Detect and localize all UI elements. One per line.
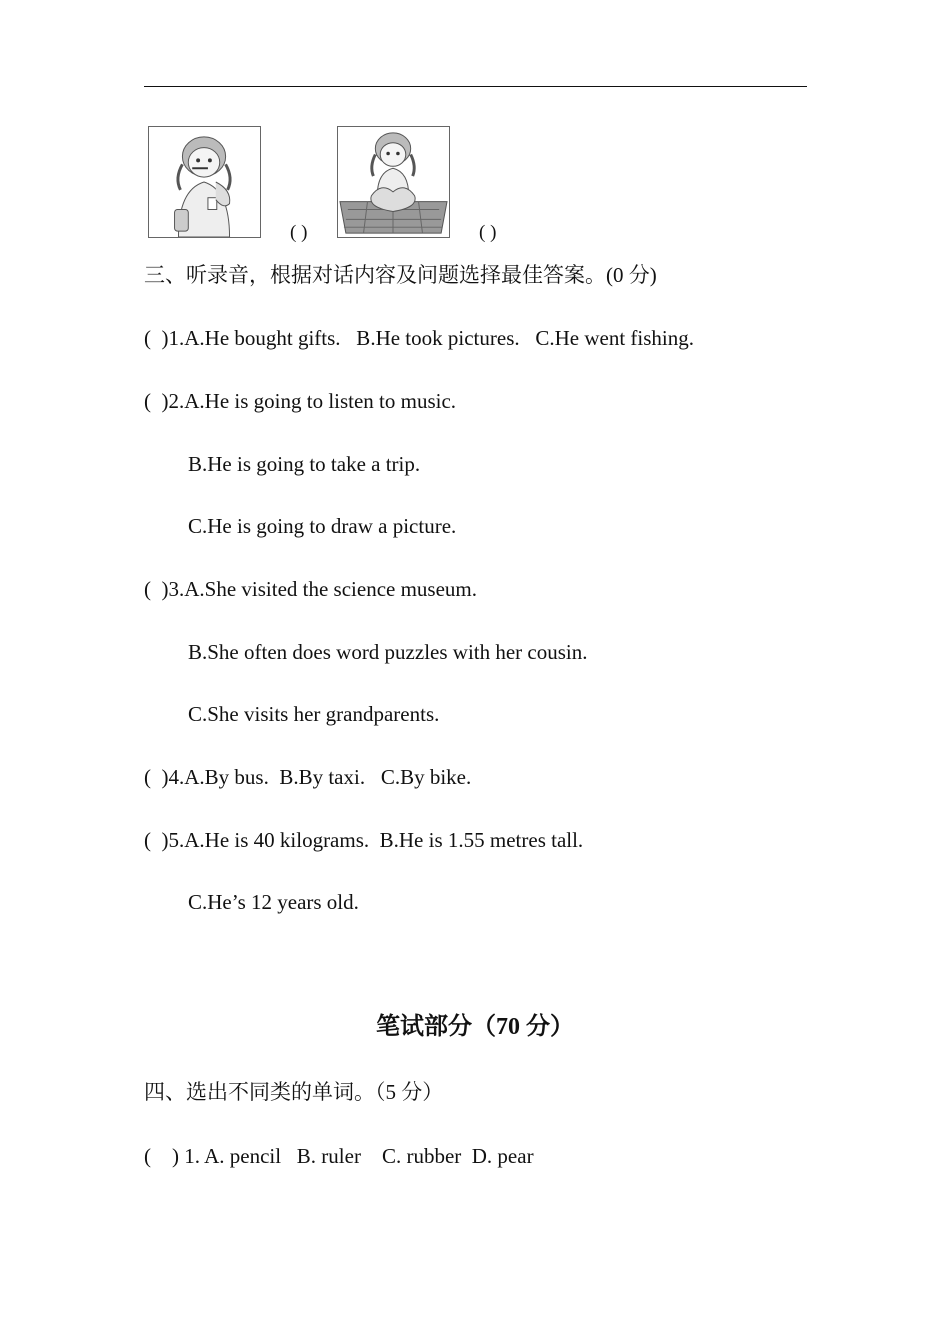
section4-question-1: ( ) 1. A. pencil B. ruler C. rubber D. pear: [144, 1144, 534, 1168]
question-5: ( )5.A.He is 40 kilograms. B.He is 1.55 metres tall.: [144, 828, 584, 852]
question-5-option-c: C.He’s 12 years old.: [188, 890, 359, 914]
top-rule: [144, 86, 807, 87]
question-3: ( )3.A.She visited the science museum.: [144, 577, 478, 601]
written-section-heading: 笔试部分（70 分）: [376, 1014, 574, 1040]
question-2-option-b: B.He is going to take a trip.: [188, 452, 421, 476]
question-3-option-b: B.She often does word puzzles with her cousin.: [188, 640, 588, 664]
section4-title: 四、选出不同类的单词。（5 分）: [144, 1080, 444, 1104]
girl-brushing-teeth-icon: [149, 127, 260, 237]
question-1: ( )1.A.He bought gifts. B.He took pictures. C.He went fishing.: [144, 326, 695, 350]
answer-blank-2[interactable]: ( ): [479, 222, 497, 243]
girl-picnic-icon: [338, 127, 449, 237]
section3-title: 三、听录音，根据对话内容及问题选择最佳答案。(0 分): [144, 263, 657, 287]
question-3-option-c: C.She visits her grandparents.: [188, 702, 440, 726]
girl-picnic-image: [337, 126, 450, 238]
girl-brushing-teeth-image: [148, 126, 261, 238]
question-2: ( )2.A.He is going to listen to music.: [144, 389, 457, 413]
question-4: ( )4.A.By bus. B.By taxi. C.By bike.: [144, 765, 472, 789]
question-2-option-c: C.He is going to draw a picture.: [188, 514, 457, 538]
answer-blank-1[interactable]: ( ): [290, 222, 308, 243]
